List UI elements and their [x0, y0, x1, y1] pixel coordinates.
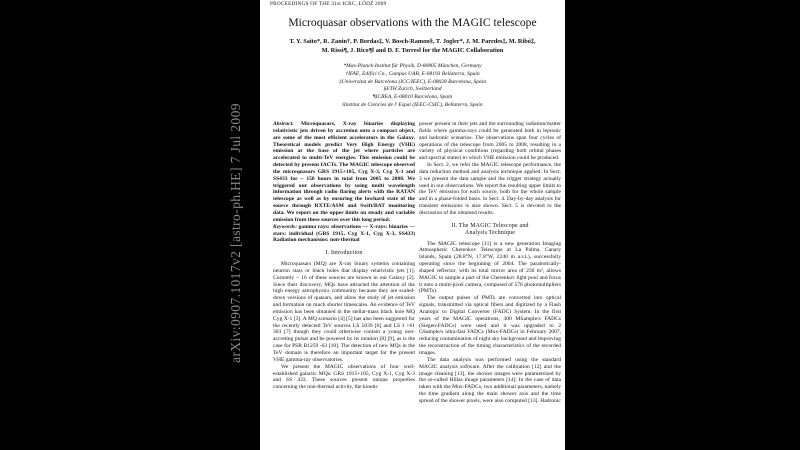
paragraph: power present in their jets and the surrounding radiation/matter fields where gamma-rays could be generated both in leptonic and hadronic scenarios. The observations span four cycles of operations of the telescope from 2005 to 2008, resulting in a variety of physical conditions (regarding both orbital phases and spectral states) in which VHE emission could be produced. — [419, 121, 561, 162]
affiliation: ¶ICREA, E-08010 Barcelona, Spain — [372, 94, 453, 101]
paragraph: In Sect. 2, we refer the MAGIC telescope performance, the data reduction method and analysis technique applied. In Sect. 3 we present the data sample and the trigger strategy actually used in our observations. We report the resulting upper limits to the TeV emission for each source, both for the whole sample and in a phase-folded basis. in Sect. 4. Day-by-day analysis for transient emissions is also shown. Sect. 5 is devoted to the discussion of the obtained results. — [419, 162, 561, 216]
affiliation: ‡Universitat de Barcelona (ICC/IEEC), E-08028 Barcelona, Spain — [338, 78, 487, 85]
author-line-2: M. Rissi¶, J. Rico¶‖ and D. F. Torres‖ for the MAGIC Collaboration — [321, 46, 504, 54]
affiliation: †IFAE, Edifici Cn., Campus UAB, E-08193 Bellaterra, Spain — [345, 70, 480, 77]
section-heading-line: II. The MAGIC Telescope and — [451, 222, 529, 229]
section-heading-line: Analysis Technique — [464, 229, 516, 236]
arxiv-stamp: arXiv:0907.1017v2 [astro-ph.HE] 7 Jul 2009 — [228, 103, 243, 363]
section-heading-introduction: I. Introduction — [325, 250, 363, 257]
paragraph: The data analysis was performed using the standard MAGIC analysis software. After the calibration [12] and the image cleaning [13], the shower images were parametrized by the so-called Hillas image parameters [14]. In the case of data taken with the Mux-FADCs, two additional parameters, namely the time gradient along the main shower axis and the time spread of the shower pixels, were also computed [13]. Hadronic — [419, 356, 561, 404]
affiliation: §ETH Zurich, Switzerland — [383, 86, 442, 93]
affiliation: ‖Institut de Ciencies de l' Espai (IEEC-CSIC), Bellaterra, Spain — [342, 101, 483, 108]
right-column — [419, 121, 561, 405]
author-line-1: T. Y. Saito*, R. Zanin†, P. Bordas‡, V. Bosch-Ramon§, T. Jogler*, J. M. Paredes‡, M. Ribó‡, — [289, 38, 536, 45]
author-list — [270, 38, 555, 55]
abstract-label: Abstract. — [273, 121, 294, 127]
paragraph: Microquasars (MQ) are X-ray binary systems containing neutron stars or black holes that display relativistic jets [1]. Currently ~ 16 of these sources are known in our Galaxy [2]. Since their discovery, MQs have attracted the attention of the high energy astrophysics community because they are scaled-down versions of quasars, and allow the study of jet emission and formation on much shorter timescales. An evidence of TeV emission has been obtained in the stellar-mass black hole MQ Cyg X-1 [3]. A MQ scenario [4] [5] has also been suggested for the recently detected TeV sources LS 5039 [6] and LS I +61 303 [7] though they could otherwise contain a young non-accreting pulsar and be powered by its rotation [8] [9], as is the case for PSR B1259 -63 [10]. The detection of new MQs in the TeV domain is therefore an important target for the present VHE gamma-ray observatories. — [273, 261, 415, 363]
keywords-text: gamma rays: observations — X-rays: binaries — stars: individual (GRS 1915, Cyg X-1, Cyg X-3, SS433) Radiation mechanisms: non-thermal — [273, 223, 415, 244]
proceedings-header: PROCEEDINGS OF THE 31st ICRC, ŁÓDŹ 2009 — [270, 1, 387, 7]
keywords-label: Keywords: — [273, 223, 298, 230]
paragraph: We present the MAGIC observations of four well-established galactic MQs: GRS 1915+105, Cyg X-1, Cyg X-3 and SS 433. These sources present unique properties concerning the non-thermal activity, the kinetic — [273, 363, 415, 391]
abstract — [273, 121, 415, 224]
left-column — [273, 121, 415, 391]
abstract-text: Microquasars, X-ray binaries displaying relativistic jets driven by accretion onto a compact object, are some of the most efficient accelerators in the Galaxy. Theoretical models predict Very High Energy (VHE) emission at the base of the jet where particles are accelerated to multi-TeV energies. This emission could be detected by present IACTs. The MAGIC telescope observed the microquasars GRS 1915+105, Cyg X-3, Cyg X-1 and SS433 for ~ 150 hours in total from 2005 to 2008. We triggered our observations by using multi wavelength information through radio flaring alerts with the RATAN telescope as well as by ensuring the lowhard state of the source through RXTE/ASM and Swift/BAT monitoring data. We report on the upper limits on steady and variable emission from these sources over this long period. — [273, 121, 415, 223]
keywords — [273, 224, 415, 245]
section-heading-magic-telescope — [419, 223, 561, 237]
paper-title: Microquasar observations with the MAGIC telescope — [288, 16, 537, 29]
affiliation: *Max-Planck-Institut für Physik, D-80805 München, Germany — [343, 63, 482, 69]
paragraph: The MAGIC telescope [11] is a new generation Imaging Atmospheric Cherenkov Telescope at La Palma, Canary Islands, Spain (28.8°N, 17.8°W, 2240 m a.s.l.), successfully operating since the beginning of 2004. The parabolically-shaped reflector, with its total mirror area of 236 m², allows MAGIC to sample a part of the Cherenkov light pool and focus it onto a multi-pixel camera, composed of 576 photomultipliers (PMTs). — [419, 240, 561, 295]
paragraph: The output pulses of PMTs are converted into optical signals, transmitted via optical fibers and digitized by a Flash Analogic to Digital Converter (FADC) System. In the first years of the MAGIC operations, 300 MSample/s FADCs (Siegen-FADCs) were used and it was upgraded to 2 GSample/s ultra-fast FADCs (Mux-FADCs) in February 2007, reducing contamination of night sky background and improving the reconstruction of the timing characteristics of the recorded images. — [419, 295, 561, 356]
affiliation-list — [270, 63, 555, 110]
